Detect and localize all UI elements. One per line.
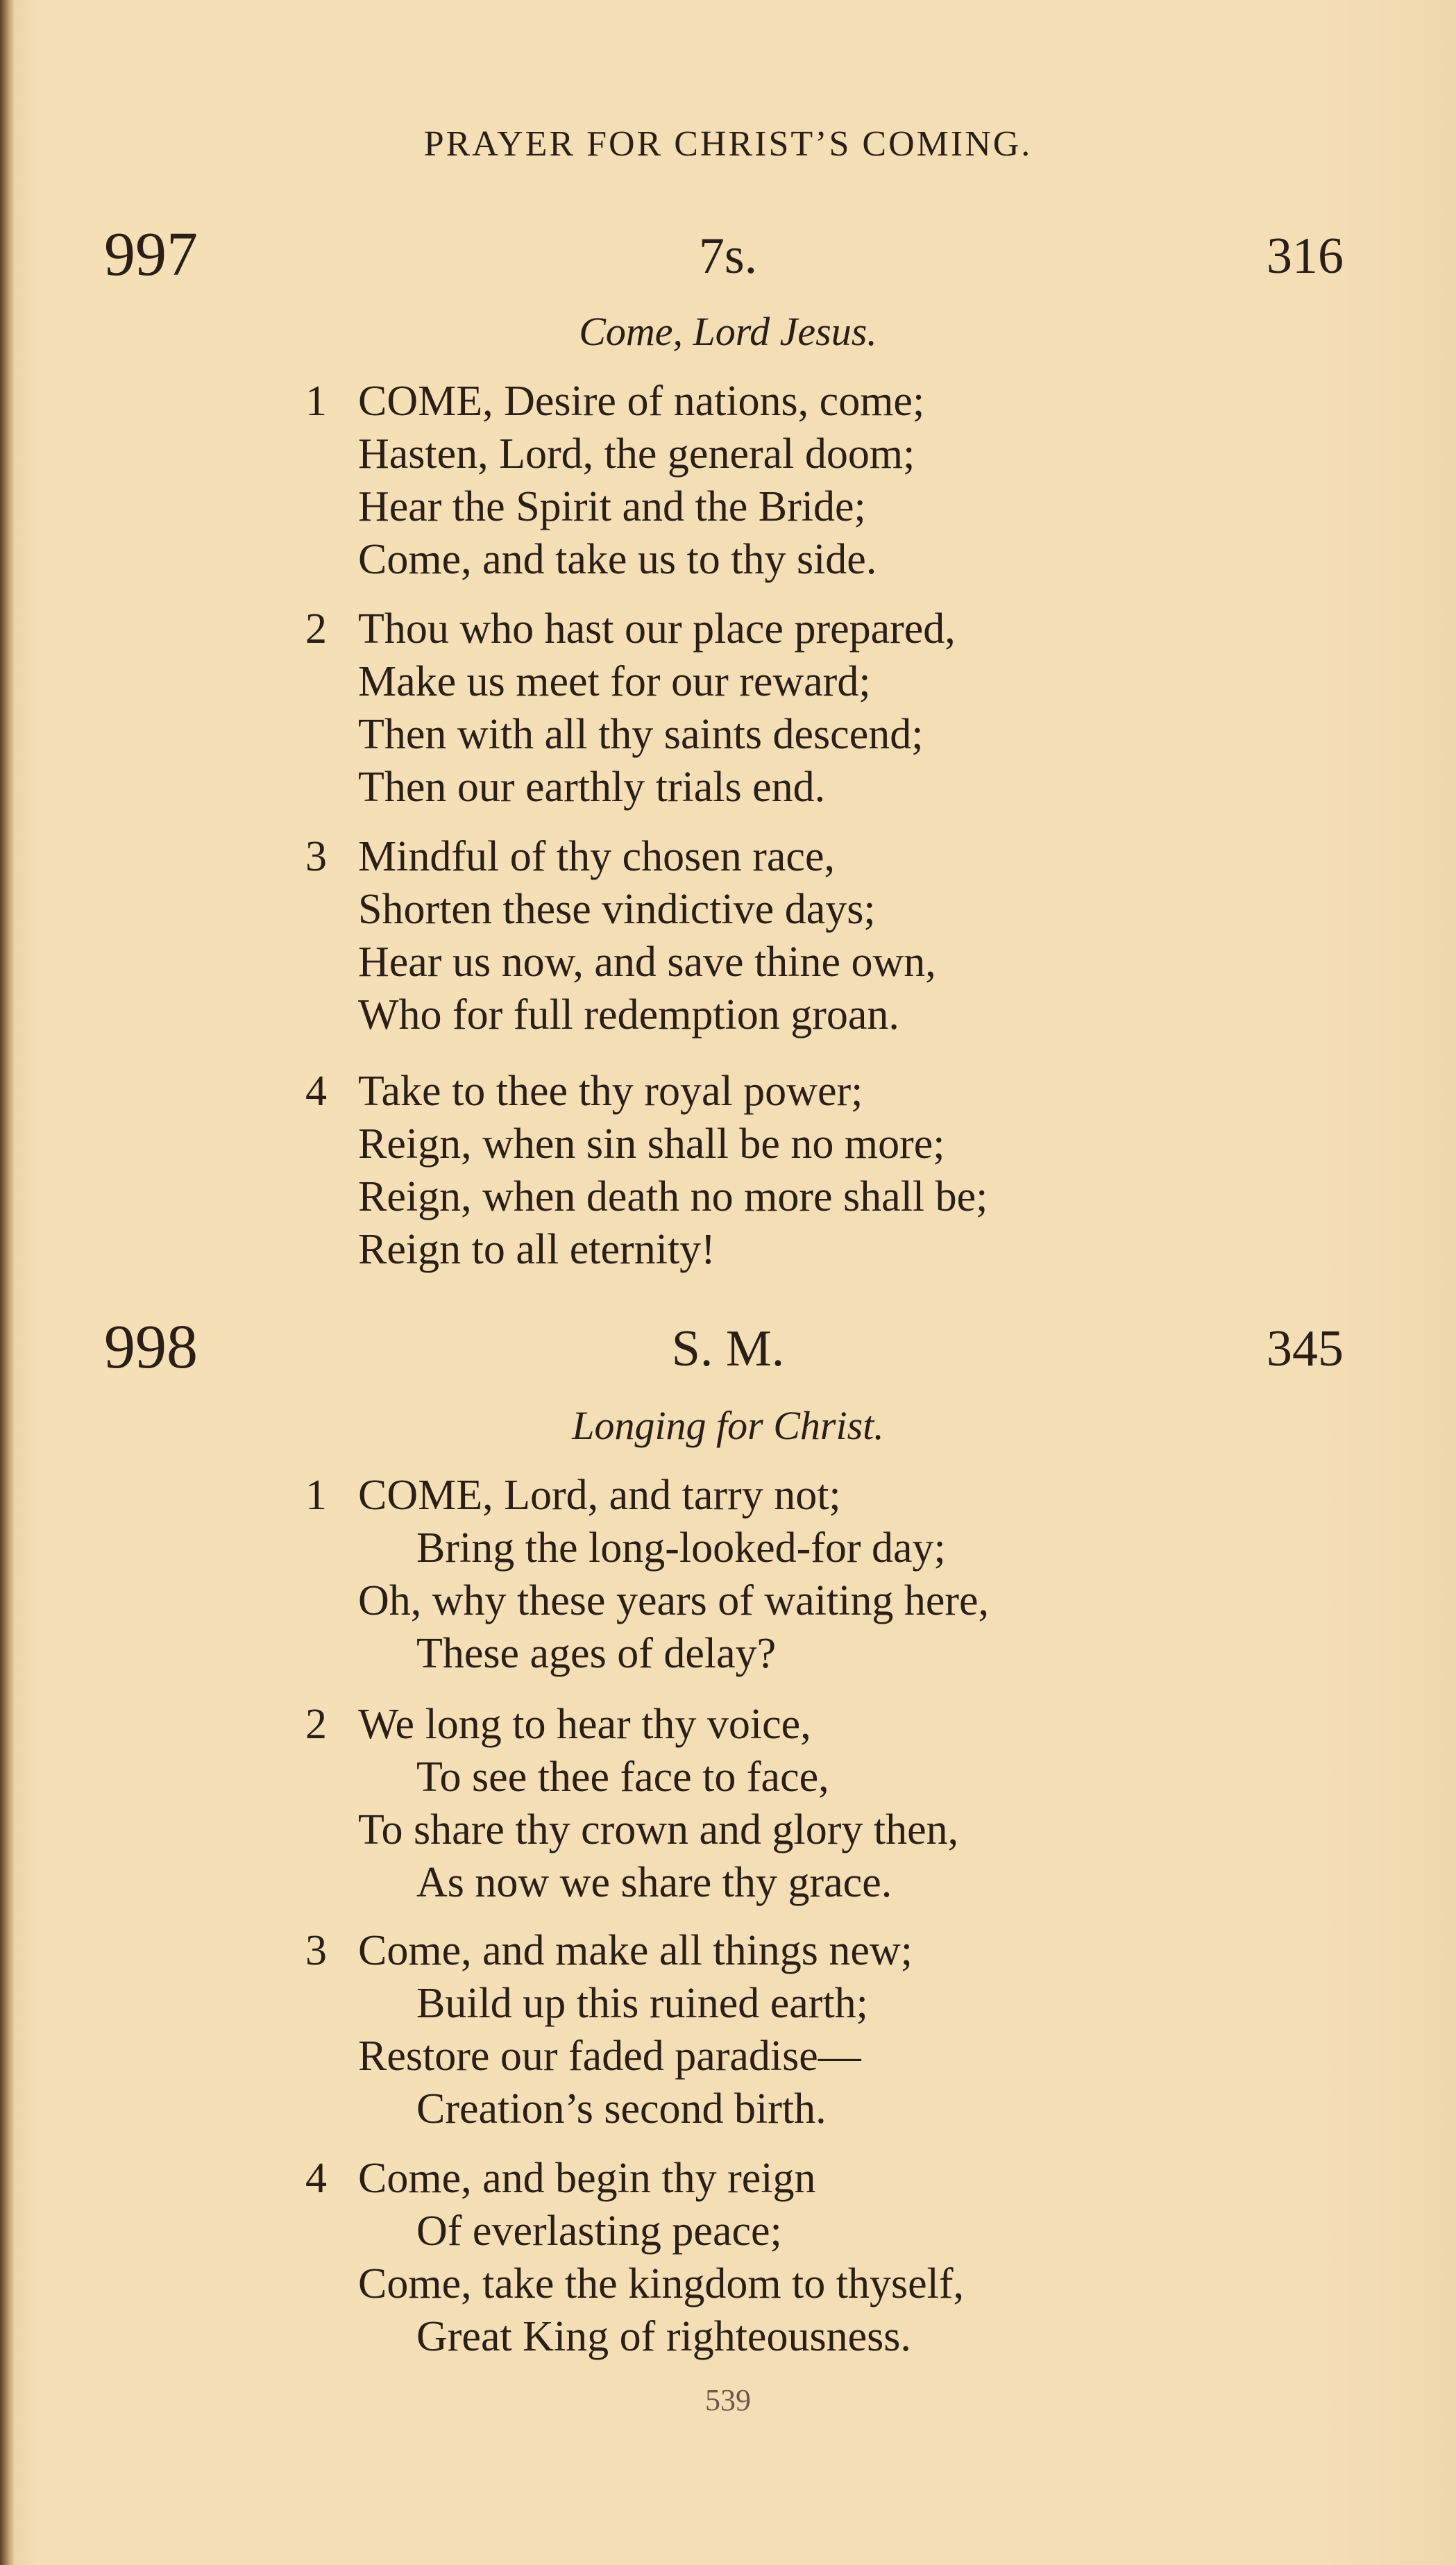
stanza-number: 1 [305,1472,327,1519]
stanza-line: Bring the long-looked-for day; [416,1524,946,1572]
hymn-number: 997 [104,220,198,289]
stanza-line: Come, take the kingdom to thyself, [358,2260,965,2307]
stanza-line: Shorten these vindictive days; [358,886,876,933]
stanza-number: 4 [305,2155,327,2202]
stanza-line: Creation’s second birth. [416,2085,827,2133]
stanza-line: Take to thee thy royal power; [358,1068,863,1115]
stanza-line: Come, and make all things new; [358,1927,913,1974]
stanza-line: Then with all thy saints descend; [358,711,924,758]
page-number: 539 [705,2383,751,2417]
stanza-line: Build up this ruined earth; [416,1980,868,2027]
hymn-meter: 7s. [698,228,758,285]
stanza-line: Who for full redemption groan. [358,991,899,1038]
running-head: PRAYER FOR CHRIST’S COMING. [423,124,1033,164]
hymn-title: Longing for Christ. [572,1403,884,1448]
stanza-line: Reign, when sin shall be no more; [358,1120,945,1168]
stanza-line: These ages of delay? [416,1630,777,1677]
stanza-line: To share thy crown and glory then, [358,1806,959,1853]
stanza-line: Of everlasting peace; [416,2207,782,2255]
stanza-line: Mindful of thy chosen race, [358,833,835,880]
stanza-line: COME, Lord, and tarry not; [358,1472,841,1519]
stanza-line: Reign, when death no more shall be; [358,1173,988,1220]
page-binding-edge [0,0,15,2565]
stanza-line: Thou who hast our place prepared, [358,605,956,653]
stanza-line: Hasten, Lord, the general doom; [358,430,915,478]
stanza-line: Hear the Spirit and the Bride; [358,483,866,530]
stanza-number: 1 [305,378,327,425]
stanza-line: Reign to all eternity! [358,1226,716,1273]
stanza-line: Make us meet for our reward; [358,658,871,705]
stanza-number: 3 [305,1927,327,1974]
tune-number: 345 [1267,1320,1344,1377]
stanza-line: As now we share thy grace. [416,1859,892,1906]
stanza-line: To see thee face to face, [416,1754,829,1801]
stanza-line: Come, and begin thy reign [358,2155,816,2202]
stanza-number: 2 [305,1701,327,1748]
hymn-meter: S. M. [671,1320,785,1377]
stanza-line: Restore our faded paradise— [358,2033,861,2080]
hymn-number: 998 [104,1313,198,1381]
stanza-number: 4 [305,1068,327,1115]
stanza-line: Come, and take us to thy side. [358,536,877,583]
stanza-line: Hear us now, and save thine own, [358,939,936,986]
stanza-line: We long to hear thy voice, [358,1701,811,1748]
stanza-line: COME, Desire of nations, come; [358,378,925,425]
stanza-number: 3 [305,833,327,880]
stanza-line: Oh, why these years of waiting here, [358,1577,990,1624]
stanza-number: 2 [305,605,327,653]
stanza-line: Then our earthly trials end. [358,764,826,811]
tune-number: 316 [1267,228,1344,285]
stanza-line: Great King of righteousness. [416,2313,911,2360]
hymn-title: Come, Lord Jesus. [579,309,877,354]
